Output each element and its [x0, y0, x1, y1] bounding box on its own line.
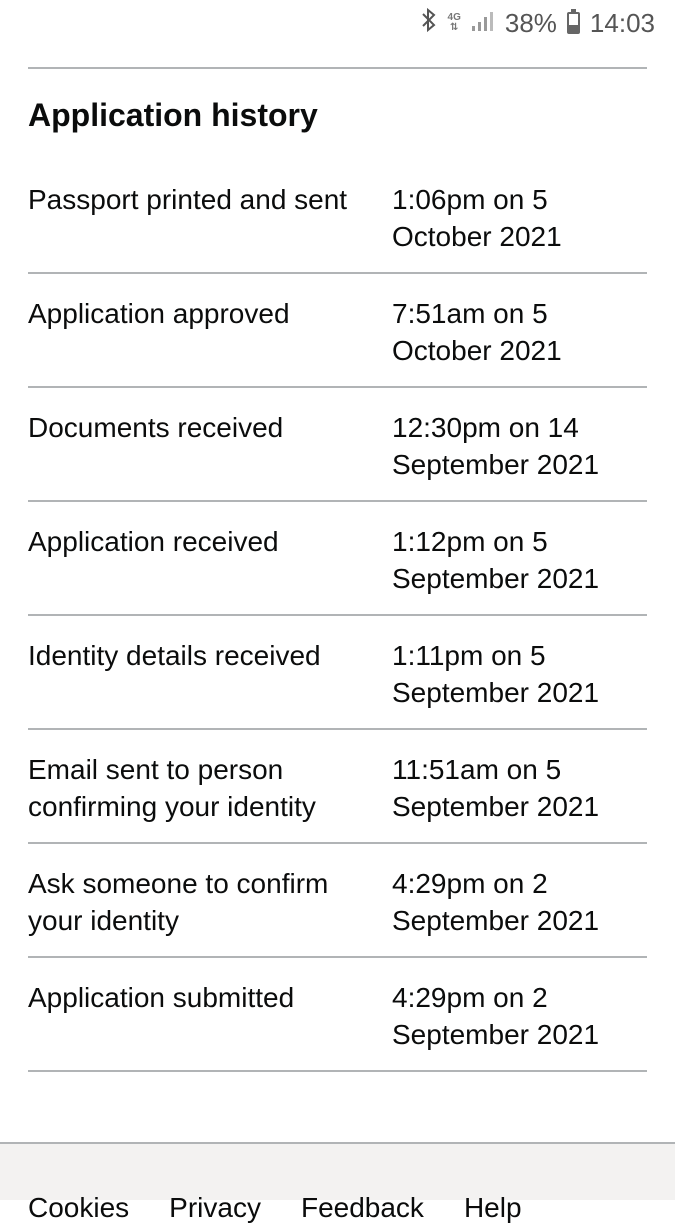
history-date: 4:29pm on 2 September 2021	[392, 868, 600, 936]
history-row	[28, 958, 647, 1072]
battery-percentage: 38%	[504, 7, 557, 38]
data-arrows-icon: ⇅	[450, 22, 459, 33]
history-event: Application approved	[28, 298, 290, 329]
footer-links	[28, 1192, 522, 1224]
history-date: 1:06pm on 5 October 2021	[392, 184, 562, 252]
footer-link-help[interactable]: Help	[463, 1192, 522, 1223]
history-row	[28, 844, 647, 958]
history-date: 7:51am on 5 October 2021	[392, 298, 562, 366]
footer-link-cookies[interactable]: Cookies	[28, 1192, 130, 1223]
battery-icon	[567, 12, 580, 34]
network-type: 4G	[447, 12, 461, 23]
footer-link-feedback[interactable]: Feedback	[300, 1192, 424, 1223]
history-row	[28, 502, 647, 616]
page-footer	[0, 1142, 675, 1223]
clock: 14:03	[589, 7, 655, 38]
network-indicator	[448, 13, 461, 33]
history-row	[28, 616, 647, 730]
footer-link-privacy[interactable]: Privacy	[169, 1192, 261, 1223]
history-row	[28, 160, 647, 274]
history-date: 11:51am on 5 September 2021	[392, 754, 600, 822]
history-row	[28, 388, 647, 502]
bluetooth-icon	[420, 8, 438, 39]
history-row	[28, 274, 647, 388]
history-event: Passport printed and sent	[28, 184, 348, 215]
history-row	[28, 730, 647, 844]
history-date: 1:11pm on 5 September 2021	[392, 640, 600, 708]
history-event: Email sent to person confirming your identity	[28, 754, 316, 822]
application-history-list	[28, 160, 647, 1072]
section-divider	[28, 67, 647, 69]
status-bar	[0, 0, 675, 46]
history-event: Application received	[28, 526, 279, 557]
history-event: Application submitted	[28, 982, 295, 1013]
history-date: 1:12pm on 5 September 2021	[392, 526, 600, 594]
signal-icon	[471, 8, 495, 39]
history-event: Documents received	[28, 412, 284, 443]
history-date: 12:30pm on 14 September 2021	[392, 412, 600, 480]
page-title: Application history	[28, 97, 318, 133]
history-date: 4:29pm on 2 September 2021	[392, 982, 600, 1050]
history-event: Identity details received	[28, 640, 321, 671]
history-event: Ask someone to confirm your identity	[28, 868, 329, 936]
